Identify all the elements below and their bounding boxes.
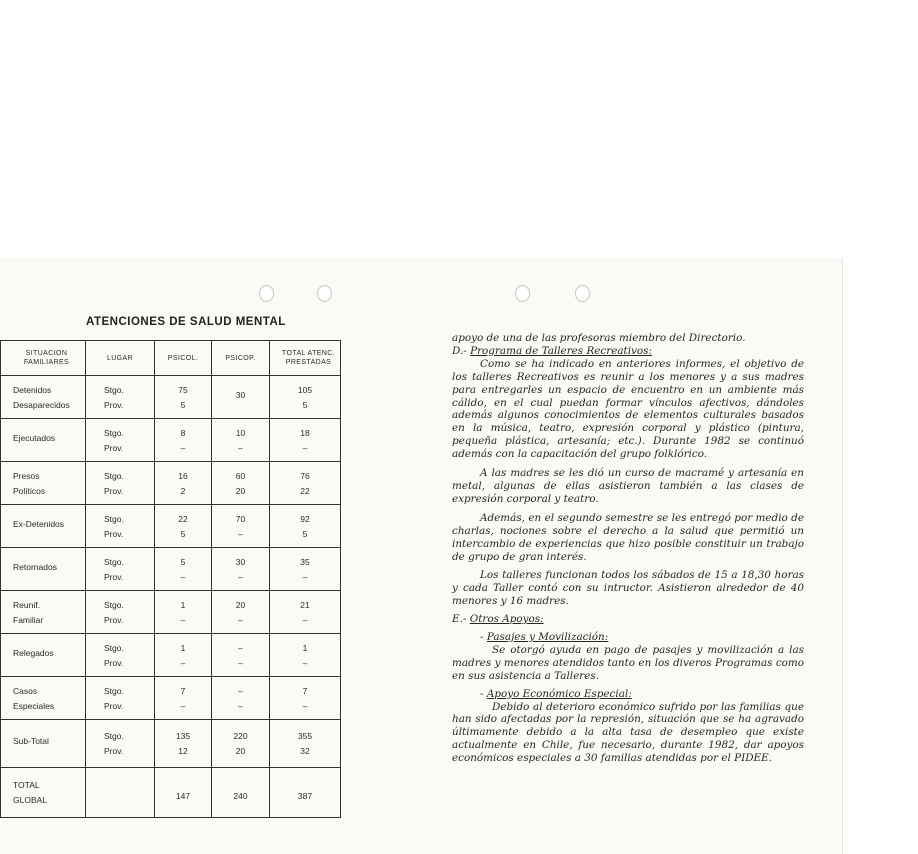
table-cell xyxy=(1,505,86,548)
table-cell xyxy=(1,462,86,505)
table-cell xyxy=(86,548,155,591)
table-cell xyxy=(155,591,212,634)
binder-hole xyxy=(515,285,530,302)
cell-value: TOTAL ATENC. xyxy=(281,350,336,357)
table-cell xyxy=(270,419,341,462)
table-cell xyxy=(212,548,270,591)
table-cell xyxy=(86,634,155,677)
cell-value: Stgo. xyxy=(104,731,124,741)
table-cell xyxy=(155,376,212,419)
cell-value: 5 xyxy=(180,399,186,410)
cell-value: 135 xyxy=(175,731,191,741)
cell-value: – xyxy=(302,442,308,453)
table-cell xyxy=(212,376,270,419)
report-text xyxy=(452,332,804,765)
paragraph: Los talleres funcionan todos los sábados de 15 a 18,30 horas y cada Taller contó con su intructor. Asistieron alrededor de 40 menores y 16 madres. xyxy=(452,569,804,608)
cell-value: 5 xyxy=(180,556,186,567)
table-cell xyxy=(212,505,270,548)
cell-value: 70 xyxy=(235,513,246,524)
cell-value: – xyxy=(238,528,243,539)
cell-value: 22 xyxy=(178,513,188,524)
cell-value: – xyxy=(238,642,243,653)
cell-value: 1 xyxy=(180,599,186,610)
cell-value: 1 xyxy=(180,642,186,653)
table-cell xyxy=(212,634,270,677)
cell-value: Sub-Total xyxy=(13,736,49,746)
cell-value: Prov. xyxy=(104,442,124,453)
table-row xyxy=(1,462,341,505)
cell-value: 220 xyxy=(233,731,248,741)
cell-value: 18 xyxy=(300,427,310,438)
table-cell xyxy=(212,720,270,768)
cell-value: Especiales xyxy=(13,700,55,711)
mental-health-table xyxy=(0,340,341,818)
cell-value: – xyxy=(238,657,243,668)
table-cell xyxy=(155,462,212,505)
cell-value: Stgo. xyxy=(104,556,124,567)
table-cell xyxy=(270,548,341,591)
binder-hole xyxy=(317,285,332,302)
cell-value: FAMILIARES xyxy=(23,359,70,366)
header-place: LUGAR xyxy=(86,341,155,376)
table-cell xyxy=(1,376,86,419)
cell-value: 30 xyxy=(235,389,246,400)
table-cell xyxy=(155,677,212,720)
cell-value: 12 xyxy=(178,746,188,756)
cell-value: Prov. xyxy=(104,485,124,496)
table-cell xyxy=(270,677,341,720)
cell-value: – xyxy=(238,571,243,582)
cell-value: TOTAL xyxy=(13,780,40,790)
cell-value: 35 xyxy=(300,556,310,567)
table-cell xyxy=(270,768,341,818)
header-psicol: PSICOL. xyxy=(155,341,212,376)
header-situation xyxy=(1,341,86,376)
table-cell xyxy=(1,677,86,720)
cell-value: Prov. xyxy=(104,746,124,756)
cell-value: – xyxy=(180,614,186,625)
paragraph: Además, en el segundo semestre se les entregó por medio de charlas, nociones sobre el derecho a la salud que permitió un intercambio de experiencias que hizo posible constituir un trabajo de grupo de gran interés. xyxy=(452,511,804,563)
table-cell xyxy=(270,634,341,677)
table-cell xyxy=(212,462,270,505)
table-cell xyxy=(155,505,212,548)
table-cell xyxy=(1,591,86,634)
binder-hole xyxy=(575,285,590,302)
subsection-heading: - Apoyo Económico Especial: xyxy=(480,687,632,700)
cell-value: Desaparecidos xyxy=(13,399,70,410)
cell-value: – xyxy=(238,700,243,711)
cell-value: Prov. xyxy=(104,528,124,539)
cell-value: Stgo. xyxy=(104,427,124,438)
table-cell xyxy=(270,462,341,505)
cell-value: 2 xyxy=(180,485,186,496)
subtotal-row xyxy=(1,720,341,768)
table-cell xyxy=(155,548,212,591)
cell-value: Detenidos xyxy=(13,384,52,395)
table-cell xyxy=(155,720,212,768)
cell-value: Reunif. xyxy=(13,599,40,610)
binder-hole xyxy=(259,285,274,302)
table-cell xyxy=(1,419,86,462)
cell-value: Políticos xyxy=(13,485,46,496)
cell-value: Prov. xyxy=(104,614,124,625)
table-cell xyxy=(86,677,155,720)
cell-value: 60 xyxy=(235,470,246,481)
cell-value: 105 xyxy=(297,384,313,395)
table-row xyxy=(1,677,341,720)
cell-value: PRESTADAS xyxy=(285,359,332,366)
cell-value: Ex-Detenidos xyxy=(13,518,65,529)
table-row xyxy=(1,634,341,677)
table-cell xyxy=(270,505,341,548)
cell-value: Stgo. xyxy=(104,384,124,395)
table-cell xyxy=(212,768,270,818)
cell-value: Presos xyxy=(13,470,40,481)
total-row xyxy=(1,768,341,818)
cell-value: 1 xyxy=(302,642,308,653)
table-cell xyxy=(1,768,86,818)
cell-value: 5 xyxy=(302,528,308,539)
cell-value: Casos xyxy=(13,685,38,696)
table-title: ATENCIONES DE SALUD MENTAL xyxy=(86,316,286,328)
cell-value: – xyxy=(238,614,243,625)
table-cell xyxy=(155,634,212,677)
table-cell xyxy=(86,462,155,505)
cell-value: Stgo. xyxy=(104,513,124,524)
cell-value: – xyxy=(302,614,308,625)
cell-value: 76 xyxy=(300,470,310,481)
table-cell xyxy=(86,419,155,462)
cell-value: 16 xyxy=(178,470,188,481)
cell-value: 21 xyxy=(300,599,310,610)
cell-value: GLOBAL xyxy=(13,795,48,805)
cell-value: 30 xyxy=(235,556,246,567)
cell-value: – xyxy=(180,442,186,453)
cell-value: Prov. xyxy=(104,399,124,410)
cell-value: – xyxy=(180,571,186,582)
cell-value: SITUACION xyxy=(25,350,68,357)
table-cell xyxy=(86,376,155,419)
cell-value: Ejecutados xyxy=(13,432,56,443)
cell-value: Stgo. xyxy=(104,642,124,653)
cell-value: – xyxy=(302,571,308,582)
table-cell xyxy=(155,419,212,462)
table-row xyxy=(1,376,341,419)
cell-value: Familiar xyxy=(13,614,44,625)
cell-value: 5 xyxy=(180,528,186,539)
cell-value: 387 xyxy=(297,790,313,801)
table-row xyxy=(1,505,341,548)
cell-value: 20 xyxy=(235,485,246,496)
table-cell xyxy=(270,376,341,419)
cell-value: 147 xyxy=(175,790,191,801)
paragraph: Debido al deterioro económico sufrido por las familias que han sido afectadas por la represión, situación que se ha agravado últimamente debido a la alta tasa de desempleo que existe actualmente en Chile, fue necesario, durante 1982, dar apoyos económicos especiales a 30 familias atendidas por el PIDEE. xyxy=(452,700,804,765)
cell-value: 22 xyxy=(300,485,310,496)
table-cell xyxy=(86,505,155,548)
table-row xyxy=(1,548,341,591)
cell-value: 10 xyxy=(235,427,246,438)
cell-value: 5 xyxy=(302,399,308,410)
table-cell xyxy=(270,591,341,634)
header-total xyxy=(270,341,341,376)
cell-value: 20 xyxy=(235,746,246,756)
cell-value: Prov. xyxy=(104,657,124,668)
table-cell xyxy=(1,720,86,768)
cell-value: 240 xyxy=(233,790,248,801)
cell-value: Prov. xyxy=(104,571,124,582)
table-cell xyxy=(212,419,270,462)
cell-value: – xyxy=(238,442,243,453)
header-psicop: PSICOP. xyxy=(212,341,270,376)
cell-value: Retornados xyxy=(13,561,57,572)
intro-line: apoyo de una de las profesoras miembro del Directorio. xyxy=(452,332,746,344)
cell-value: 355 xyxy=(297,731,313,741)
cell-value: – xyxy=(302,700,308,711)
paragraph: A las madres se les dió un curso de macramé y artesanía en metal, algunas de ellas asistieron también a las clases de expresión corporal y teatro. xyxy=(452,467,804,505)
section-e-heading: E.- Otros Apoyos: xyxy=(452,613,544,626)
table-cell xyxy=(1,634,86,677)
cell-value: – xyxy=(180,657,186,668)
cell-value: Stgo. xyxy=(104,599,124,610)
paragraph: Como se ha indicado en anteriores informes, el objetivo de los talleres Recreativos es reunir a los menores y a sus madres para entregarles un espacio de encuentro en un ambiente más cálido, en el cual puedan formar vínculos afectivos, dándoles además algunos conocimientos de elementos culturales basados en la música, teatro, expresión corporal y plástico (pintura, pequeña plástica, artesanía; etc.). Durante 1982 se continuó además con la capacitación del grupo folklórico. xyxy=(452,357,804,461)
cell-value: – xyxy=(180,700,186,711)
section-d-heading: D.- Programa de Talleres Recreativos: xyxy=(452,344,653,357)
cell-value: 32 xyxy=(300,746,310,756)
cell-value: 8 xyxy=(180,427,186,438)
table-cell xyxy=(270,720,341,768)
table-cell xyxy=(86,720,155,768)
cell-value: 75 xyxy=(178,384,188,395)
cell-value: – xyxy=(302,657,308,668)
cell-value: 20 xyxy=(235,599,246,610)
cell-value: 7 xyxy=(180,685,186,696)
table-row xyxy=(1,591,341,634)
paragraph: Se otorgó ayuda en pago de pasajes y movilización a las madres y menores atendidos tanto en los diveros Programas como en sus asistencia a Talleres. xyxy=(452,643,804,682)
cell-value: Relegados xyxy=(13,647,54,658)
cell-value: Prov. xyxy=(104,700,124,711)
cell-value: 92 xyxy=(300,513,310,524)
cell-value: 7 xyxy=(302,685,308,696)
table-cell xyxy=(212,591,270,634)
cell-value: Stgo. xyxy=(104,470,124,481)
subsection-heading: - Pasajes y Movilización: xyxy=(480,631,609,644)
cell-value: Stgo. xyxy=(104,685,124,696)
table-header-row xyxy=(1,341,341,376)
table-cell xyxy=(1,548,86,591)
table-row xyxy=(1,419,341,462)
table-cell xyxy=(155,768,212,818)
table-cell xyxy=(86,591,155,634)
table-cell xyxy=(86,768,155,818)
cell-value: – xyxy=(238,685,243,696)
table-cell xyxy=(212,677,270,720)
